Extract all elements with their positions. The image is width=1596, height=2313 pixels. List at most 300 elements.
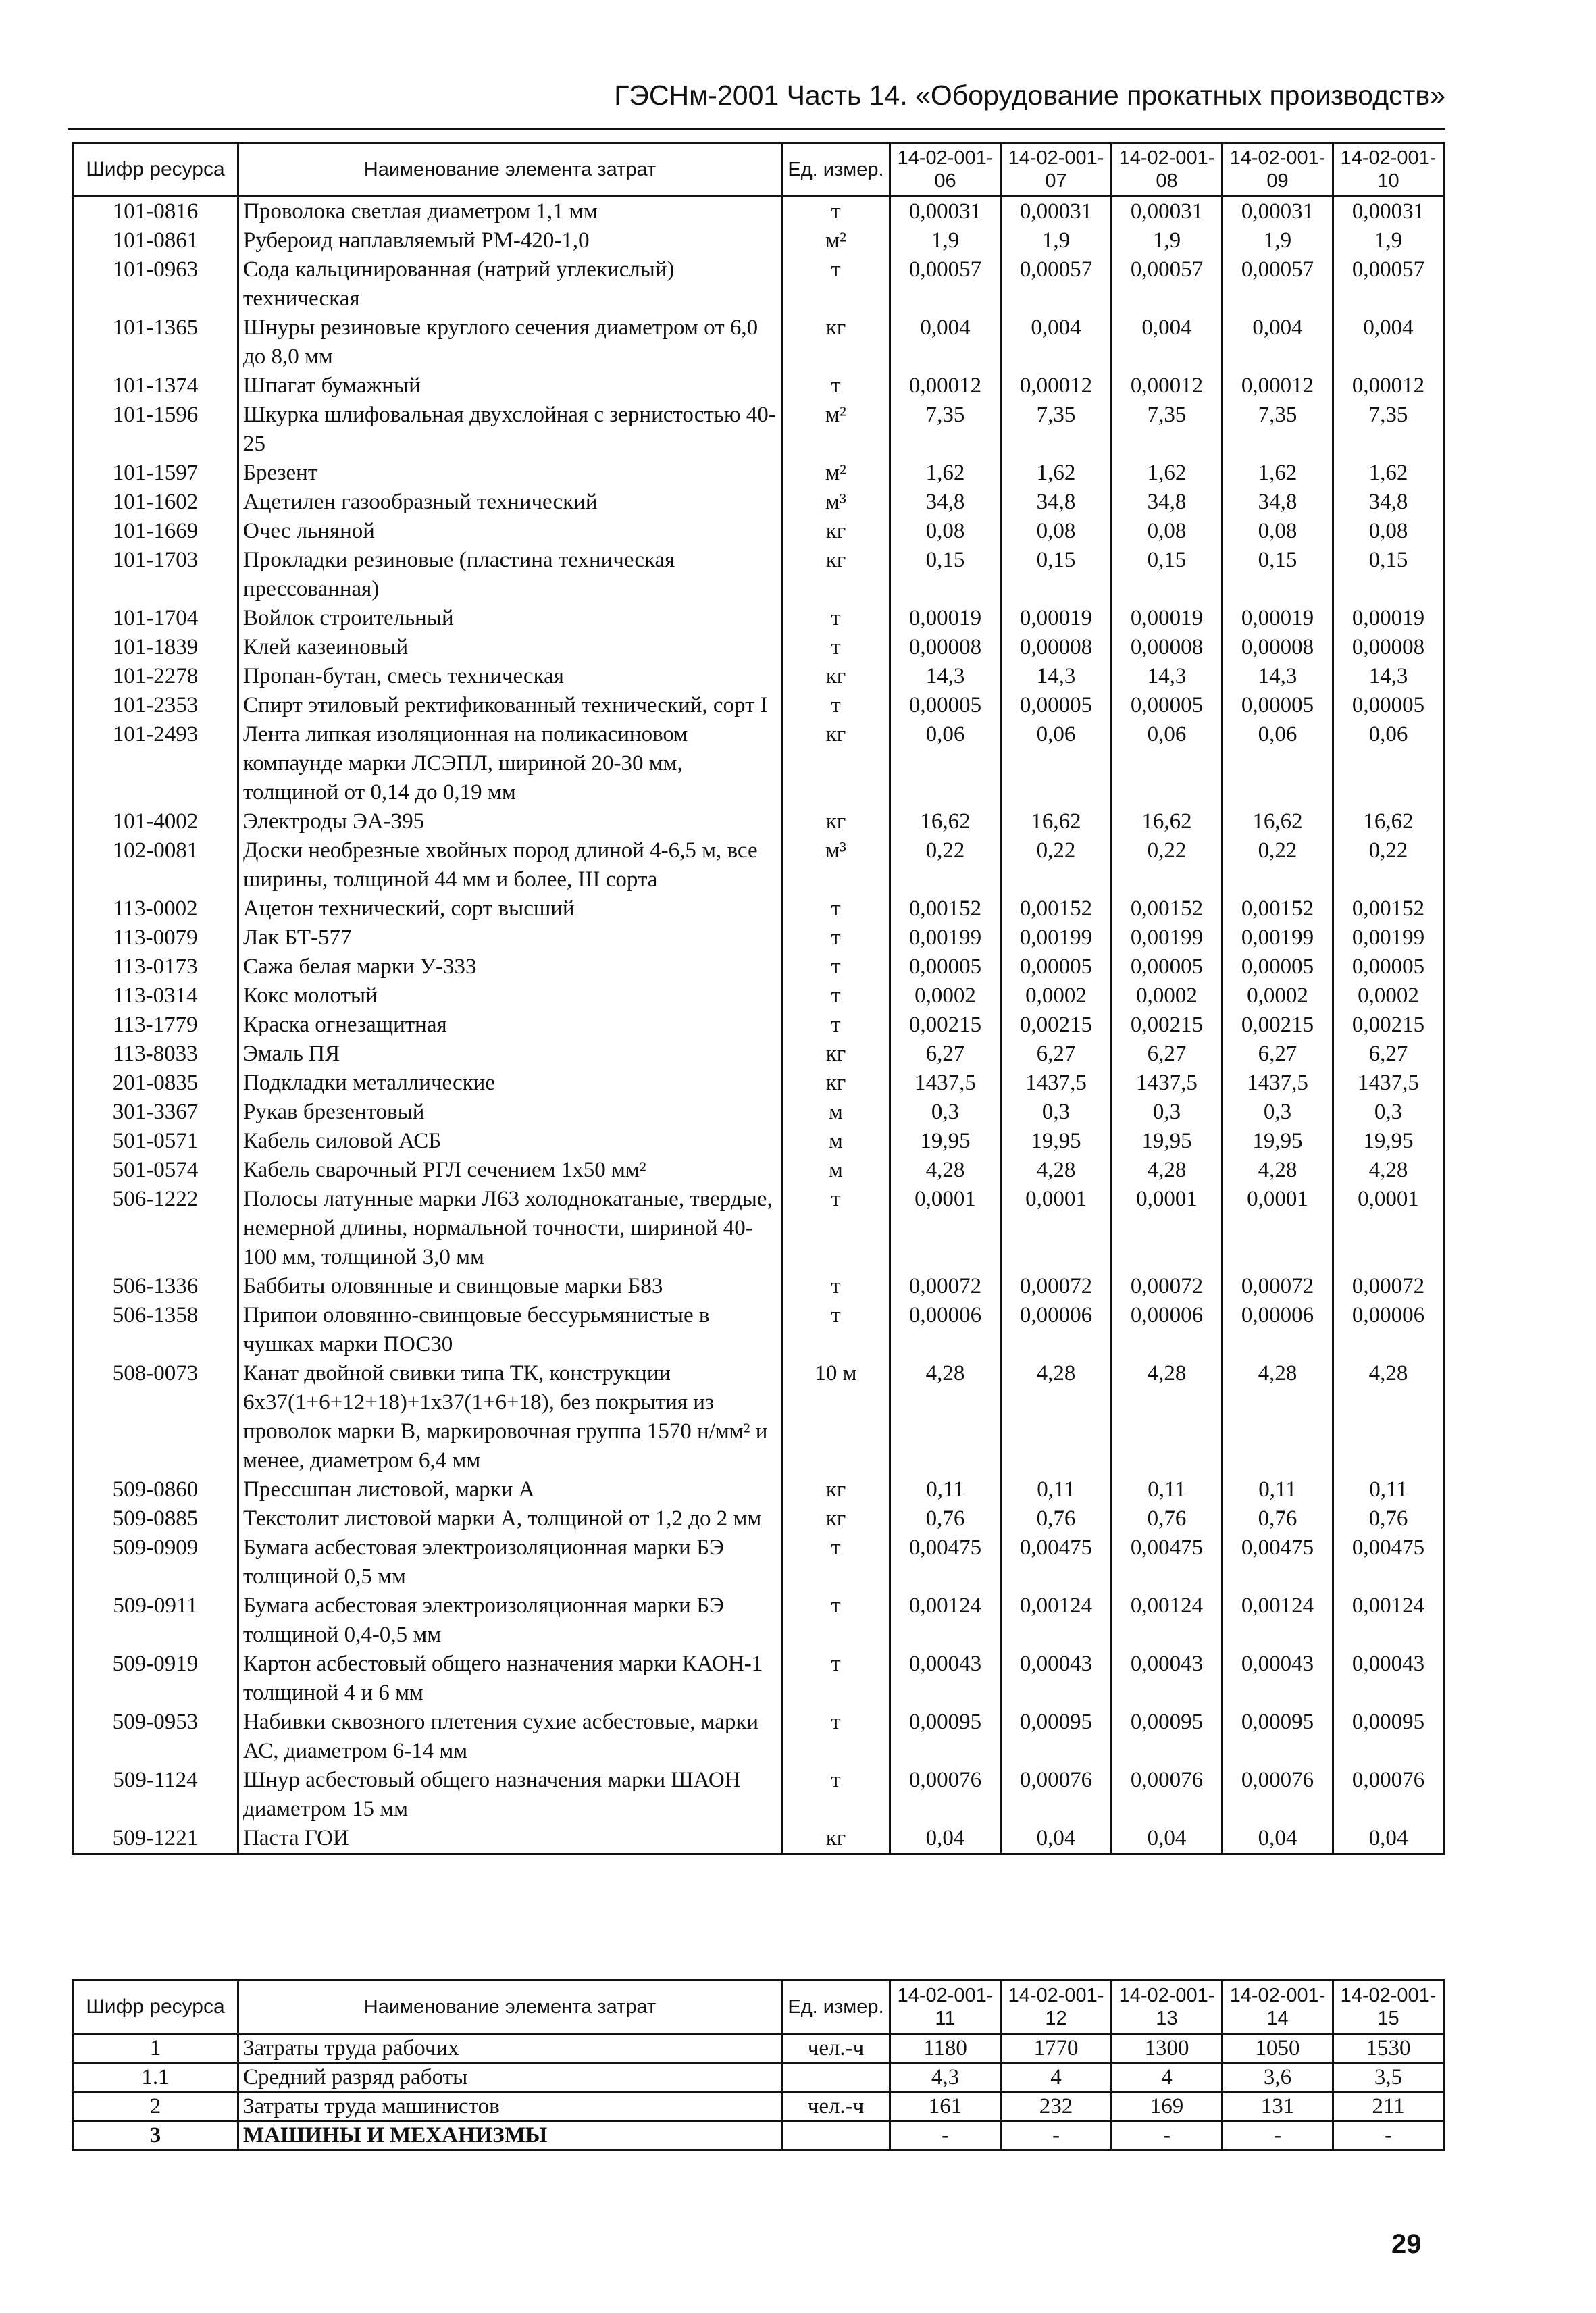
resource-code: 3 xyxy=(73,2121,238,2150)
norm-value: 0,00152 xyxy=(1001,894,1112,923)
norm-value: 0,06 xyxy=(1001,720,1112,807)
norm-value: 1,9 xyxy=(1001,226,1112,255)
resource-name: Ацетилен газообразный технический xyxy=(238,488,782,517)
norm-value: 0,00005 xyxy=(1222,952,1333,982)
norm-value: 0,04 xyxy=(890,1824,1001,1854)
norm-value: 0,00006 xyxy=(1333,1301,1444,1359)
resource-name: Бумага асбестовая электроизоляционная марки БЭ толщиной 0,5 мм xyxy=(238,1533,782,1592)
norm-value: 0,00006 xyxy=(1112,1301,1222,1359)
resource-code: 2 xyxy=(73,2092,238,2121)
table-row xyxy=(73,1824,1444,1854)
resource-name: Эмаль ПЯ xyxy=(238,1040,782,1069)
table-row xyxy=(73,1475,1444,1504)
resource-name: Рубероид наплавляемый РМ-420-1,0 xyxy=(238,226,782,255)
norm-value: 0,15 xyxy=(1112,546,1222,604)
unit-of-measure: м² xyxy=(782,226,890,255)
materials-table-body xyxy=(73,197,1444,1854)
norm-value: 0,00215 xyxy=(1112,1011,1222,1040)
table-row xyxy=(73,1766,1444,1824)
unit-of-measure: м xyxy=(782,1156,890,1185)
header-col: 14-02-001-12 xyxy=(1001,1981,1112,2034)
norm-value: 7,35 xyxy=(1001,401,1112,459)
table-row xyxy=(73,197,1444,227)
norm-value: 0,11 xyxy=(1222,1475,1333,1504)
norm-value: 1437,5 xyxy=(1333,1069,1444,1098)
unit-of-measure xyxy=(782,2121,890,2150)
resource-name: Сода кальцинированная (натрий углекислый) техническая xyxy=(238,255,782,313)
table-row xyxy=(73,1708,1444,1766)
norm-value: 1770 xyxy=(1001,2034,1112,2063)
resource-code: 113-8033 xyxy=(73,1040,238,1069)
norm-value: - xyxy=(1222,2121,1333,2150)
resource-code: 501-0574 xyxy=(73,1156,238,1185)
table-row xyxy=(73,226,1444,255)
resource-code: 1.1 xyxy=(73,2063,238,2092)
resource-code: 101-1669 xyxy=(73,517,238,546)
resource-name: Припои оловянно-свинцовые бессурьмянистые в чушках марки ПОС30 xyxy=(238,1301,782,1359)
unit-of-measure: т xyxy=(782,1650,890,1708)
resource-code: 301-3367 xyxy=(73,1098,238,1127)
norm-value: 4 xyxy=(1001,2063,1112,2092)
header-rule xyxy=(68,128,1445,130)
norm-value: 161 xyxy=(890,2092,1001,2121)
norm-value: 7,35 xyxy=(1222,401,1333,459)
norm-value: 0,76 xyxy=(1333,1504,1444,1533)
resource-code: 101-1703 xyxy=(73,546,238,604)
resource-name: Паста ГОИ xyxy=(238,1824,782,1854)
resource-name: Шкурка шлифовальная двухслойная с зернистостью 40-25 xyxy=(238,401,782,459)
resource-name: Кокс молотый xyxy=(238,982,782,1011)
norm-value: 0,22 xyxy=(1001,836,1112,894)
norm-value: 0,22 xyxy=(1333,836,1444,894)
norm-value: 1,62 xyxy=(1001,459,1112,488)
table-row xyxy=(73,604,1444,633)
unit-of-measure: т xyxy=(782,633,890,662)
norm-value: 1,62 xyxy=(1112,459,1222,488)
resource-code: 113-0173 xyxy=(73,952,238,982)
norm-value: 0,004 xyxy=(1001,313,1112,372)
norm-value: 1,9 xyxy=(1112,226,1222,255)
norm-value: 4 xyxy=(1112,2063,1222,2092)
table-row xyxy=(73,1272,1444,1301)
norm-value: 4,28 xyxy=(1333,1156,1444,1185)
resource-code: 201-0835 xyxy=(73,1069,238,1098)
norm-value: 19,95 xyxy=(890,1127,1001,1156)
resource-code: 101-1704 xyxy=(73,604,238,633)
norm-value: 6,27 xyxy=(890,1040,1001,1069)
resource-code: 509-0909 xyxy=(73,1533,238,1592)
unit-of-measure: кг xyxy=(782,313,890,372)
resource-name: Пропан-бутан, смесь техническая xyxy=(238,662,782,691)
norm-value: 0,00005 xyxy=(1333,952,1444,982)
norm-value: 0,00124 xyxy=(890,1592,1001,1650)
norm-value: 0,00475 xyxy=(890,1533,1001,1592)
unit-of-measure: кг xyxy=(782,1040,890,1069)
unit-of-measure: кг xyxy=(782,546,890,604)
norm-value: 0,004 xyxy=(1222,313,1333,372)
norm-value: 0,00043 xyxy=(1333,1650,1444,1708)
table-row xyxy=(73,488,1444,517)
norm-value: - xyxy=(890,2121,1001,2150)
unit-of-measure: кг xyxy=(782,517,890,546)
norm-value: 1437,5 xyxy=(1001,1069,1112,1098)
resource-name: Клей казеиновый xyxy=(238,633,782,662)
resource-code: 101-1374 xyxy=(73,372,238,401)
norm-value: 0,00124 xyxy=(1222,1592,1333,1650)
resource-name: Подкладки металлические xyxy=(238,1069,782,1098)
norm-value: 0,00005 xyxy=(1112,691,1222,720)
norm-value: 0,22 xyxy=(1112,836,1222,894)
norm-value: 1050 xyxy=(1222,2034,1333,2063)
unit-of-measure: 10 м xyxy=(782,1359,890,1475)
norm-value: 0,00057 xyxy=(1222,255,1333,313)
resource-code: 101-2353 xyxy=(73,691,238,720)
resource-code: 113-0079 xyxy=(73,923,238,952)
unit-of-measure: м xyxy=(782,1098,890,1127)
norm-value: 6,27 xyxy=(1112,1040,1222,1069)
norm-value: - xyxy=(1001,2121,1112,2150)
resource-code: 101-2278 xyxy=(73,662,238,691)
norm-value: 14,3 xyxy=(1222,662,1333,691)
norm-value: 1530 xyxy=(1333,2034,1444,2063)
norm-value: 4,3 xyxy=(890,2063,1001,2092)
norm-value: 6,27 xyxy=(1001,1040,1112,1069)
norm-value: 0,22 xyxy=(1222,836,1333,894)
resource-code: 101-1602 xyxy=(73,488,238,517)
norm-value: 4,28 xyxy=(1112,1359,1222,1475)
resource-name: Кабель силовой АСБ xyxy=(238,1127,782,1156)
resource-code: 509-0860 xyxy=(73,1475,238,1504)
norm-value: 19,95 xyxy=(1001,1127,1112,1156)
norm-value: 34,8 xyxy=(1333,488,1444,517)
header-col: 14-02-001-07 xyxy=(1001,143,1112,197)
norm-value: 0,00012 xyxy=(1112,372,1222,401)
norm-value: 0,0001 xyxy=(1333,1185,1444,1272)
table-row xyxy=(73,546,1444,604)
unit-of-measure: т xyxy=(782,1272,890,1301)
unit-of-measure: м³ xyxy=(782,488,890,517)
norm-value: 0,00057 xyxy=(890,255,1001,313)
resource-name: Лак БТ-577 xyxy=(238,923,782,952)
norm-value: 0,00012 xyxy=(1222,372,1333,401)
table-row xyxy=(73,923,1444,952)
resource-code: 101-0816 xyxy=(73,197,238,227)
norm-value: 0,11 xyxy=(1333,1475,1444,1504)
norm-value: 0,00043 xyxy=(1001,1650,1112,1708)
table-row xyxy=(73,1098,1444,1127)
norm-value: 0,00199 xyxy=(890,923,1001,952)
norm-value: 1437,5 xyxy=(1222,1069,1333,1098)
norm-value: 0,00008 xyxy=(1222,633,1333,662)
resource-code: 102-0081 xyxy=(73,836,238,894)
norm-value: 1180 xyxy=(890,2034,1001,2063)
table-header-row xyxy=(73,1981,1444,2034)
header-name: Наименование элемента затрат xyxy=(238,143,782,197)
norm-value: 0,00043 xyxy=(890,1650,1001,1708)
norm-value: 0,00124 xyxy=(1112,1592,1222,1650)
norm-value: 0,00008 xyxy=(890,633,1001,662)
unit-of-measure: т xyxy=(782,255,890,313)
table-row xyxy=(73,401,1444,459)
norm-value: 6,27 xyxy=(1333,1040,1444,1069)
resource-code: 113-0002 xyxy=(73,894,238,923)
resource-name: Проволока светлая диаметром 1,1 мм xyxy=(238,197,782,227)
table-row xyxy=(73,1592,1444,1650)
norm-value: 34,8 xyxy=(890,488,1001,517)
norm-value: 0,76 xyxy=(1222,1504,1333,1533)
norm-value: 0,11 xyxy=(1112,1475,1222,1504)
norm-value: - xyxy=(1112,2121,1222,2150)
norm-value: 4,28 xyxy=(1333,1359,1444,1475)
norm-value: 0,3 xyxy=(1222,1098,1333,1127)
table-row xyxy=(73,1185,1444,1272)
norm-value: 0,3 xyxy=(1333,1098,1444,1127)
norm-value: 0,00199 xyxy=(1112,923,1222,952)
norm-value: 0,00005 xyxy=(1333,691,1444,720)
unit-of-measure: т xyxy=(782,894,890,923)
header-unit: Ед. измер. xyxy=(782,1981,890,2034)
unit-of-measure: т xyxy=(782,982,890,1011)
resource-name: Прокладки резиновые (пластина техническая прессованная) xyxy=(238,546,782,604)
unit-of-measure: чел.-ч xyxy=(782,2034,890,2063)
unit-of-measure: кг xyxy=(782,1504,890,1533)
norm-value: 0,06 xyxy=(1333,720,1444,807)
norm-value: 16,62 xyxy=(890,807,1001,836)
resource-name: Шнур асбестовый общего назначения марки ШАОН диаметром 15 мм xyxy=(238,1766,782,1824)
resource-code: 101-2493 xyxy=(73,720,238,807)
norm-value: 0,00475 xyxy=(1112,1533,1222,1592)
norm-value: 0,00012 xyxy=(890,372,1001,401)
norm-value: 0,0002 xyxy=(1112,982,1222,1011)
norm-value: 0,76 xyxy=(890,1504,1001,1533)
norm-value: 0,00095 xyxy=(1222,1708,1333,1766)
unit-of-measure: м² xyxy=(782,401,890,459)
table-row xyxy=(73,2063,1444,2092)
norm-value: 0,00215 xyxy=(890,1011,1001,1040)
resource-name: Очес льняной xyxy=(238,517,782,546)
norm-value: 0,00072 xyxy=(1001,1272,1112,1301)
header-col: 14-02-001-14 xyxy=(1222,1981,1333,2034)
norm-value: 4,28 xyxy=(1112,1156,1222,1185)
norm-value: 0,00095 xyxy=(1333,1708,1444,1766)
norm-value: 0,004 xyxy=(890,313,1001,372)
table-row xyxy=(73,372,1444,401)
norm-value: 0,00199 xyxy=(1001,923,1112,952)
unit-of-measure: кг xyxy=(782,807,890,836)
norm-value: 4,28 xyxy=(1001,1359,1112,1475)
resource-name: Ацетон технический, сорт высший xyxy=(238,894,782,923)
header-code: Шифр ресурса xyxy=(73,1981,238,2034)
norm-value: 0,00072 xyxy=(890,1272,1001,1301)
header-col: 14-02-001-10 xyxy=(1333,143,1444,197)
unit-of-measure: т xyxy=(782,197,890,227)
resource-name: Войлок строительный xyxy=(238,604,782,633)
norm-value: 0,00152 xyxy=(1112,894,1222,923)
page-header: ГЭСНм-2001 Часть 14. «Оборудование прокатных производств» xyxy=(614,80,1445,111)
norm-value: 0,00006 xyxy=(1222,1301,1333,1359)
norm-value: 131 xyxy=(1222,2092,1333,2121)
unit-of-measure: чел.-ч xyxy=(782,2092,890,2121)
header-code: Шифр ресурса xyxy=(73,143,238,197)
norm-value: 0,0001 xyxy=(1222,1185,1333,1272)
resource-code: 509-0885 xyxy=(73,1504,238,1533)
resource-name: Баббиты оловянные и свинцовые марки Б83 xyxy=(238,1272,782,1301)
norm-value: 0,00006 xyxy=(1001,1301,1112,1359)
resource-name: Шпагат бумажный xyxy=(238,372,782,401)
norm-value: 0,00005 xyxy=(1112,952,1222,982)
unit-of-measure: т xyxy=(782,923,890,952)
table-row xyxy=(73,2092,1444,2121)
table-row xyxy=(73,2034,1444,2063)
unit-of-measure: т xyxy=(782,372,890,401)
norm-value: 0,004 xyxy=(1333,313,1444,372)
table-row xyxy=(73,255,1444,313)
norm-value: 4,28 xyxy=(890,1359,1001,1475)
resource-name: Рукав брезентовый xyxy=(238,1098,782,1127)
norm-value: 1,9 xyxy=(890,226,1001,255)
norm-value: 0,15 xyxy=(1222,546,1333,604)
resource-code: 101-1597 xyxy=(73,459,238,488)
resource-code: 101-1596 xyxy=(73,401,238,459)
table-row xyxy=(73,1504,1444,1533)
norm-value: 169 xyxy=(1112,2092,1222,2121)
norm-value: 16,62 xyxy=(1001,807,1112,836)
unit-of-measure: т xyxy=(782,1011,890,1040)
norm-value: 1,62 xyxy=(890,459,1001,488)
norm-value: 0,00019 xyxy=(1333,604,1444,633)
norm-value: 6,27 xyxy=(1222,1040,1333,1069)
table-row xyxy=(73,807,1444,836)
header-unit: Ед. измер. xyxy=(782,143,890,197)
norm-value: 4,28 xyxy=(890,1156,1001,1185)
table-row xyxy=(73,459,1444,488)
norm-value: 0,00057 xyxy=(1333,255,1444,313)
unit-of-measure: т xyxy=(782,1592,890,1650)
table-row xyxy=(73,1650,1444,1708)
norm-value: 0,04 xyxy=(1333,1824,1444,1854)
norm-value: 0,06 xyxy=(890,720,1001,807)
norm-value: 16,62 xyxy=(1112,807,1222,836)
resource-name: Шнуры резиновые круглого сечения диаметром от 6,0 до 8,0 мм xyxy=(238,313,782,372)
norm-value: 14,3 xyxy=(1001,662,1112,691)
norm-value: 0,00012 xyxy=(1001,372,1112,401)
resource-name: Набивки сквозного плетения сухие асбестовые, марки АС, диаметром 6-14 мм xyxy=(238,1708,782,1766)
norm-value: 0,00475 xyxy=(1001,1533,1112,1592)
resource-code: 509-0911 xyxy=(73,1592,238,1650)
resource-name: Доски необрезные хвойных пород длиной 4-6,5 м, все ширины, толщиной 44 мм и более, III сорта xyxy=(238,836,782,894)
unit-of-measure: т xyxy=(782,1185,890,1272)
table-row xyxy=(73,1069,1444,1098)
table-row xyxy=(73,517,1444,546)
header-col: 14-02-001-08 xyxy=(1112,143,1222,197)
resource-name: Краска огнезащитная xyxy=(238,1011,782,1040)
resource-name: Брезент xyxy=(238,459,782,488)
norm-value: 0,00057 xyxy=(1112,255,1222,313)
table-row xyxy=(73,691,1444,720)
norm-value: 0,00031 xyxy=(1333,197,1444,227)
norm-value: 0,00005 xyxy=(1222,691,1333,720)
header-col: 14-02-001-06 xyxy=(890,143,1001,197)
resource-name: Полосы латунные марки Л63 холоднокатаные, твердые, немерной длины, нормальной точности, шириной 40-100 мм, толщиной 3,0 мм xyxy=(238,1185,782,1272)
norm-value: 0,00124 xyxy=(1333,1592,1444,1650)
norm-value: 0,0001 xyxy=(1001,1185,1112,1272)
resource-name: Канат двойной свивки типа ТК, конструкции 6х37(1+6+12+18)+1х37(1+6+18), без покрытия из проволок марки В, маркировочная группа 1570 н/мм² и менее, диаметром 6,4 мм xyxy=(238,1359,782,1475)
page-number: 29 xyxy=(1391,2229,1422,2259)
norm-value: 14,3 xyxy=(1333,662,1444,691)
resource-code: 506-1336 xyxy=(73,1272,238,1301)
table-header-row xyxy=(73,143,1444,197)
norm-value: 1437,5 xyxy=(890,1069,1001,1098)
norm-value: 1,62 xyxy=(1222,459,1333,488)
norm-value: 0,04 xyxy=(1222,1824,1333,1854)
resource-code: 509-0919 xyxy=(73,1650,238,1708)
norm-value: 0,3 xyxy=(1001,1098,1112,1127)
norm-value: 0,004 xyxy=(1112,313,1222,372)
table-row xyxy=(73,662,1444,691)
norm-value: 0,15 xyxy=(890,546,1001,604)
unit-of-measure: кг xyxy=(782,662,890,691)
norm-value: 0,00008 xyxy=(1333,633,1444,662)
table-row xyxy=(73,894,1444,923)
norm-value: 0,00005 xyxy=(890,691,1001,720)
norm-value: 34,8 xyxy=(1222,488,1333,517)
resource-code: 506-1358 xyxy=(73,1301,238,1359)
norm-value: 19,95 xyxy=(1333,1127,1444,1156)
resource-name: Затраты труда рабочих xyxy=(238,2034,782,2063)
norm-value: 0,00152 xyxy=(1333,894,1444,923)
norm-value: 0,00199 xyxy=(1222,923,1333,952)
table-row xyxy=(73,633,1444,662)
norm-value: 0,00031 xyxy=(890,197,1001,227)
resource-name: Прессшпан листовой, марки А xyxy=(238,1475,782,1504)
norm-value: 0,00005 xyxy=(1001,691,1112,720)
norm-value: 0,00095 xyxy=(1001,1708,1112,1766)
norm-value: 0,76 xyxy=(1112,1504,1222,1533)
norm-value: 0,3 xyxy=(890,1098,1001,1127)
resource-name: Электроды ЭА-395 xyxy=(238,807,782,836)
norm-value: 7,35 xyxy=(1112,401,1222,459)
norm-value: 0,00008 xyxy=(1001,633,1112,662)
norm-value: 0,00043 xyxy=(1222,1650,1333,1708)
resource-code: 101-1839 xyxy=(73,633,238,662)
norm-value: 4,28 xyxy=(1222,1156,1333,1185)
resource-name: Лента липкая изоляционная на поликасиновом компаунде марки ЛСЭПЛ, шириной 20-30 мм, толщиной от 0,14 до 0,19 мм xyxy=(238,720,782,807)
norm-value: 0,00057 xyxy=(1001,255,1112,313)
unit-of-measure: т xyxy=(782,952,890,982)
norm-value: 0,04 xyxy=(1001,1824,1112,1854)
table-row xyxy=(73,1301,1444,1359)
norm-value: 1,9 xyxy=(1333,226,1444,255)
norm-value: 0,0001 xyxy=(890,1185,1001,1272)
norm-value: 0,00043 xyxy=(1112,1650,1222,1708)
unit-of-measure: кг xyxy=(782,720,890,807)
norm-value: 0,00005 xyxy=(1001,952,1112,982)
norm-value: 0,00152 xyxy=(890,894,1001,923)
table-row xyxy=(73,1011,1444,1040)
unit-of-measure: т xyxy=(782,691,890,720)
norm-value: 1437,5 xyxy=(1112,1069,1222,1098)
norm-value: 0,76 xyxy=(1001,1504,1112,1533)
labor-table xyxy=(72,1979,1445,2151)
norm-value: 0,11 xyxy=(890,1475,1001,1504)
norm-value: 0,00475 xyxy=(1222,1533,1333,1592)
unit-of-measure xyxy=(782,2063,890,2092)
header-col: 14-02-001-15 xyxy=(1333,1981,1444,2034)
resource-code: 509-1221 xyxy=(73,1824,238,1854)
table-row xyxy=(73,313,1444,372)
norm-value: 0,0002 xyxy=(1333,982,1444,1011)
norm-value: 0,04 xyxy=(1112,1824,1222,1854)
